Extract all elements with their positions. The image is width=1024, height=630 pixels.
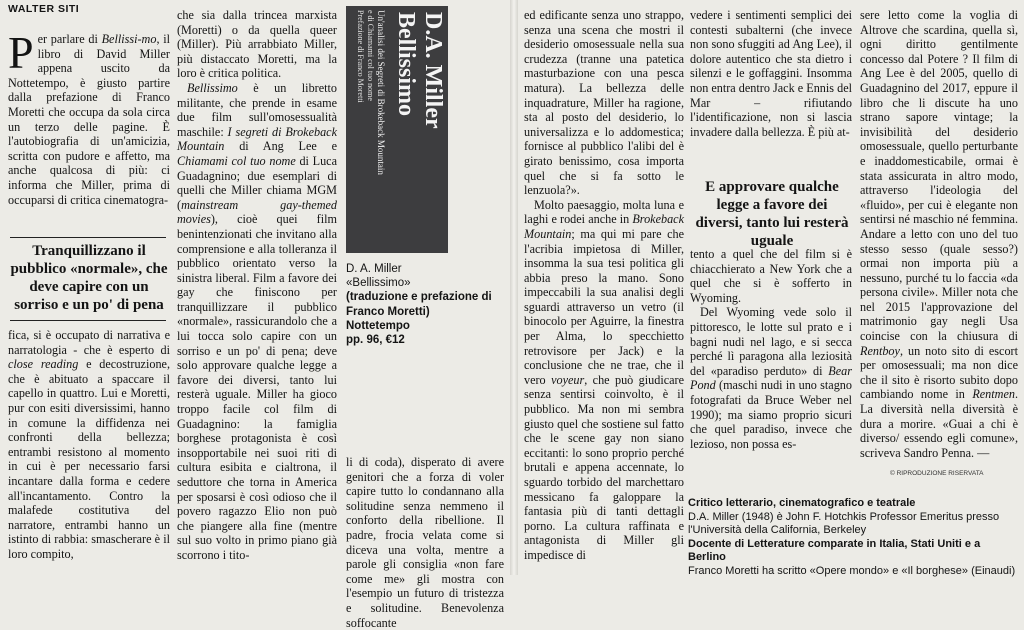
- book-info-price: pp. 96, €12: [346, 334, 405, 347]
- column-5-top: vedere i sentimenti semplici dei contesti subalterni (che invece non sono sfuggiti ad Ang Lee), il dolore autentico che sta dietro i silenzi e le goffaggini. Insomma non entra dentro Jack e Ennis del Mar – rifiutando l'identificazione, non si lascia invadere dalla bellezza. È più at-: [690, 8, 852, 139]
- book-cover: [346, 6, 448, 253]
- page-fold: [510, 0, 518, 575]
- book-cover-subtitle-2: e di Chiamami col tuo nome: [366, 10, 375, 101]
- bio-line-4: Franco Moretti ha scritto «Opere mondo» e «Il borghese» (Einaudi): [688, 564, 1016, 577]
- book-info-title: «Bellissimo»: [346, 277, 411, 290]
- pullquote-right: E approvare qualche legge a favore dei diversi, tanto lui resterà uguale: [695, 179, 849, 249]
- column-2: che sia dalla trincea marxista (Moretti) o da quella queer (Miller). Più arrabbiato Miller, più distaccato Moretti, ma la loro è critica politica. Bellissimo è un libretto militante, che prende in esame due film sull'omosessualità maschile: I segreti di Brokeback Mountain di Ang Lee e Chiamami col tuo nome di Luca Guadagnino; due esemplari di quelli che Miller chiama MGM (mainstream gay-themed movies), cioè quei film benintenzionati che invitano alla comprensione e alla tolleranza il pubblico orientato verso la sinistra liberal. Film a favore dei gay che finiscono per tranquillizzare il pubblico «normale», rassicurandolo che a lui tocca solo capire con un sorriso e un po' di pena; deve solo approvare qualche legge a favore dei diversi, tanto lui resterà uguale. Miller ha gioco troppo facile col film di Guadagnino: la famiglia borghese protagonista è così insopportabile nei suoi riti di cultura esibita e cialtrona, il seduttore che torna in America per sposarsi è così odioso che il povero ragazzo Elio non può che piangere alla fine (mentre sul suo volto in primo piano già scorrono i tito-: [177, 8, 337, 562]
- book-info-credits: (traduzione e prefazione di Franco Moretti): [346, 291, 492, 318]
- pullquote-rule-bottom: [10, 320, 166, 321]
- bio-line-1: Critico letterario, cinematografico e teatrale: [688, 497, 916, 509]
- pullquote-rule-top: [10, 237, 166, 238]
- column-6: sere letto come la voglia di Altrove che scardina, quella sì, ogni diritto gentilmente concesso dal Potere ? Il film di Ang Lee è del 2005, quello di Guadagnino del 2017, eppure il libro che li discute ha uno strano sapore vintage; la invisibilità del desiderio omosessuale, quello perturbante e inaddomesticabile, ormai è stata assicurata in altro modo, attraverso l'ideologia del «fluido», per cui è elegante non sentirsi né maschio né femmina. Andare a letto con uno del tuo stesso sesso (quale sesso?) ormai non importa più a nessuno, purché tu lo faccia «da persona civile». Miller nota che nel 2015 l'approvazione del matrimonio gay negli Usa coincise con la chiusura di Rentboy, un noto sito di escort per omosessuali; ma non dice che il sito è risorto subito dopo cambiando nome in Rentmen. La diversità nella diversità è dura a morire. «Guai a chi è diverso/ essendo egli comune», scriveva Sandro Penna. —: [860, 8, 1018, 460]
- column-1-bottom: fica, si è occupato di narrativa e narratologia - che è esperto di close reading e decostruzione, che è abituato a spaccare il capello in quattro. Lui e Moretti, pur con esiti diversissimi, hanno in comune la diffidenza nei confronti della bellezza; entrambi resistono al momento in cui è per necessario farsi incantare dalla forma e cedere all'incantamento. Contro la malafede costitutiva del narratore, entrambi hanno un istinto di rabbia: smascherare è il loro compito,: [8, 328, 170, 561]
- bio-line-3: Docente di Letterature comparate in Italia, Stati Uniti e a Berlino: [688, 537, 981, 564]
- intro-paragraph: Per parlare di Bellissi-mo, il libro di David Miller appena uscito da Nottetempo, è giusto partire dalla prefazione di Franco Moretti che occupa da sola circa un terzo delle pagine. È l'autobiografia di un'amicizia, scritta con pudore e affetto, ma anche qualcosa di più: ci informa che Miller, prima di occuparsi di critica cinematogra-: [8, 27, 170, 207]
- pullquote-left: Tranquillizzano il pubblico «normale», che deve capire con un sorriso e un po' di pena: [10, 243, 168, 313]
- copyright-notice: © RIPRODUZIONE RISERVATA: [890, 470, 984, 477]
- column-4: ed edificante senza uno strappo, senza una scena che mostri il desiderio omosessuale nella sua crudezza (tranne una patetica masturbazione con una pesca matura). La bellezza delle inquadrature, Miller ha ragione, sta al posto del desiderio, lo universalizza e lo addomestica; fornisce al pubblico l'alibi del è girato benissimo, cosa importa quel che si fa sotto le lenzuola?». Molto paesaggio, molta luna e laghi e rodei anche in Brokeback Mountain; ma qui mi pare che l'acribia impietosa di Miller, insomma la sua tesi politica gli abbia preso la mano. Sono impeccabili la sua analisi degli sguardi attraverso un vetro (il binocolo per Aguirre, la finestra per Alma, lo specchietto retrovisore per Jack) e la conclusione che ne trae, che il vero voyeur, che può giudicare senza sentirsi coinvolto, è il pubblico. Ma non mi sembra giusto quel che sostiene sul fatto che le scene gay non siano eccitanti: lo sono proprio perché brutali e appena accennate, lo sguardo torbido del marchettaro messicano fa galoppare la fantasia più di tanti dettagli porno. La cultura raffinata e antagonista di Miller gli impedisce di: [524, 8, 684, 562]
- author-bio: [688, 497, 1018, 579]
- column-3: li di coda), disperato di avere genitori che a forza di voler capire tutto lo condannano alla solitudine senza nemmeno il conforto della ribellione. Il padre, frocia velata come si diceva una volta, mentre a parole gli consiglia «non fare come me» gli mostra con l'esempio un futuro di tristezza e solitudine. Benevolenza soffocante: [346, 455, 504, 630]
- book-cover-preface: Prefazione di Franco Moretti: [356, 10, 365, 103]
- book-cover-title: D.A. Miller Bellissimo: [393, 12, 446, 129]
- book-cover-subtitle: Un'analisi dei Segreti di Brokeback Mountain: [376, 10, 386, 175]
- book-info-publisher: Nottetempo: [346, 319, 410, 332]
- byline: WALTER SITI: [8, 3, 80, 15]
- bio-line-2: D.A. Miller (1948) è John F. Hotchkis Professor Emeritus presso l'Università della California, Berkeley: [688, 510, 1000, 537]
- column-1-top: [8, 27, 170, 237]
- column-5-bottom: tento a quel che del film si è chiacchierato a New York che a quel che si è sofferto in Wyoming. Del Wyoming vede solo il pittoresco, le lotte sul prato e i bagni nudi nel lago, e si secca perché lì paragona alla leziosità del «paradiso perduto» di Bear Pond (maschi nudi in uno stagno fotografati da Bruce Weber nel 1990); ma siamo proprio sicuri che quel paradiso, invece che lezioso, non possa es-: [690, 247, 852, 451]
- book-info-author: D. A. Miller: [346, 263, 402, 275]
- drop-cap: P: [8, 27, 34, 78]
- book-info: [346, 262, 496, 347]
